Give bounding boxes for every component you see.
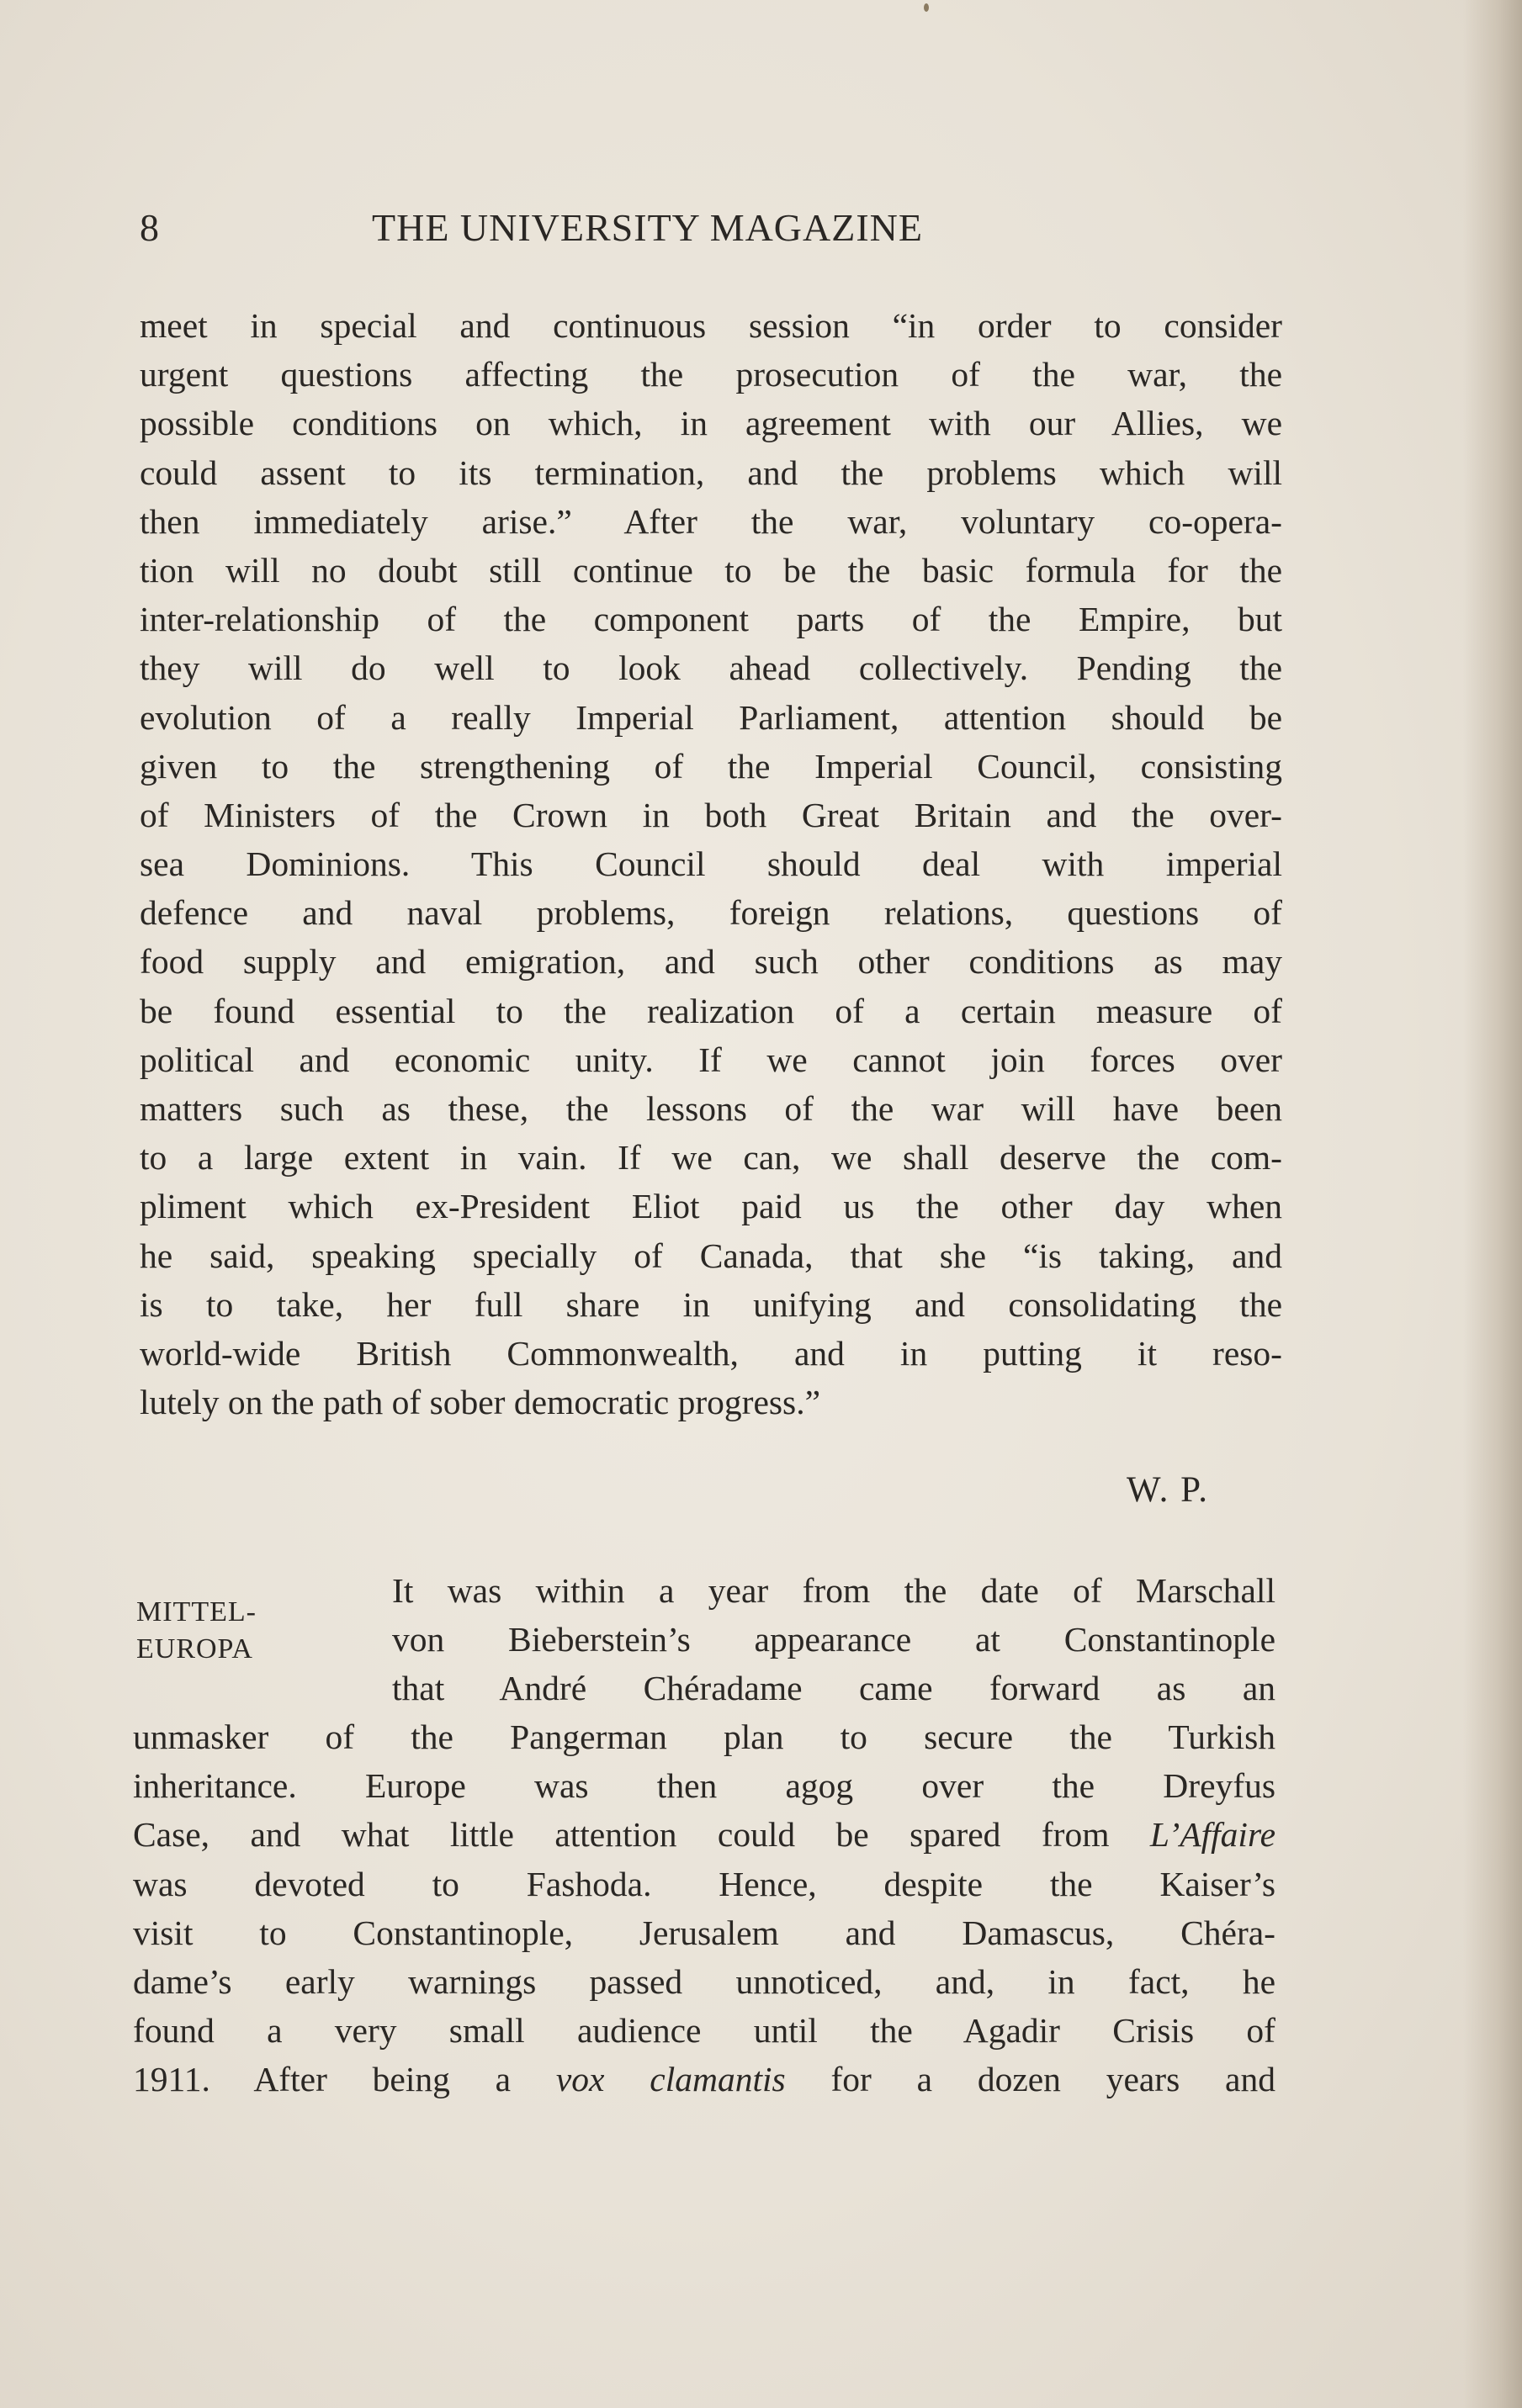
text-line: unmasker of the Pangerman plan to secure the Turkish xyxy=(133,1717,1275,1756)
page-number: 8 xyxy=(140,206,160,249)
side-heading xyxy=(136,1594,257,1668)
paragraph-imperial-council xyxy=(140,301,1282,1426)
text-line: sea Dominions. This Council should deal with imperial xyxy=(140,844,1282,884)
paragraph-mitteleuropa-indented xyxy=(392,1566,1275,1713)
text-line: meet in special and continuous session “in order to consider xyxy=(140,306,1282,345)
text-line: then immediately arise.” After the war, voluntary co-opera- xyxy=(140,501,1282,541)
text-line: von Bieberstein’s appearance at Constantinople xyxy=(392,1620,1275,1659)
text-run: 1911. After being a xyxy=(133,2060,556,2099)
text-line: matters such as these, the lessons of the war will have been xyxy=(140,1089,1282,1128)
text-line: defence and naval problems, foreign relations, questions of xyxy=(140,893,1282,933)
text-line: evolution of a really Imperial Parliament, attention should be xyxy=(140,697,1282,737)
text-line: inter-relationship of the component parts of the Empire, but xyxy=(140,600,1282,639)
text-line: he said, speaking specially of Canada, that she “is taking, and xyxy=(140,1236,1282,1275)
text-line: that André Chéradame came forward as an xyxy=(392,1669,1275,1708)
text-line: could assent to its termination, and the problems which will xyxy=(140,452,1282,492)
italic-term: L’Affaire xyxy=(1149,1815,1275,1855)
author-signature: W. P. xyxy=(1127,1470,1210,1510)
paragraph-mitteleuropa xyxy=(133,1712,1275,2104)
text-line: pliment which ex-President Eliot paid us the other day when xyxy=(140,1187,1282,1226)
running-head-title: THE UNIVERSITY MAGAZINE xyxy=(372,206,923,249)
italic-term: vox clamantis xyxy=(555,2060,786,2099)
text-line: visit to Constantinople, Jerusalem and Damascus, Chéra- xyxy=(133,1913,1275,1952)
text-line: was devoted to Fashoda. Hence, despite the Kaiser’s xyxy=(133,1864,1275,1903)
side-heading-line: MITTEL- xyxy=(136,1596,257,1627)
text-line: possible conditions on which, in agreement with our Allies, we xyxy=(140,404,1282,443)
side-heading-line: EUROPA xyxy=(136,1633,253,1664)
text-line: of Ministers of the Crown in both Great Britain and the over- xyxy=(140,795,1282,834)
text-line: world-wide British Commonwealth, and in putting it reso- xyxy=(140,1333,1282,1373)
text-line: inheritance. Europe was then agog over the Dreyfus xyxy=(133,1766,1275,1806)
text-line: urgent questions affecting the prosecution of the war, the xyxy=(140,355,1282,394)
ink-speck xyxy=(924,3,929,12)
text-line: be found essential to the realization of a certain measure of xyxy=(140,991,1282,1030)
text-run: Case, and what little attention could be spared from xyxy=(133,1815,1150,1855)
text-line: to a large extent in vain. If we can, we shall deserve the com- xyxy=(140,1138,1282,1178)
text-run: for a dozen years and xyxy=(785,2060,1275,2099)
text-line: found a very small audience until the Agadir Crisis of xyxy=(133,2011,1275,2051)
running-head xyxy=(140,205,1275,256)
text-line: food supply and emigration, and such other conditions as may xyxy=(140,942,1282,982)
page-edge-shadow xyxy=(1463,0,1522,2408)
text-line: political and economic unity. If we cannot join forces over xyxy=(140,1040,1282,1079)
text-line: given to the strengthening of the Imperial Council, consisting xyxy=(140,746,1282,786)
text-line xyxy=(133,2055,1275,2104)
text-line: is to take, her full share in unifying and consolidating the xyxy=(140,1284,1282,1324)
text-line: lutely on the path of sober democratic progress.” xyxy=(140,1383,820,1422)
text-line: It was within a year from the date of Marschall xyxy=(392,1571,1275,1610)
text-line: they will do well to look ahead collectively. Pending the xyxy=(140,648,1282,688)
text-line: tion will no doubt still continue to be the basic formula for the xyxy=(140,550,1282,590)
text-line xyxy=(133,1810,1275,1859)
text-line: dame’s early warnings passed unnoticed, and, in fact, he xyxy=(133,1961,1275,2001)
